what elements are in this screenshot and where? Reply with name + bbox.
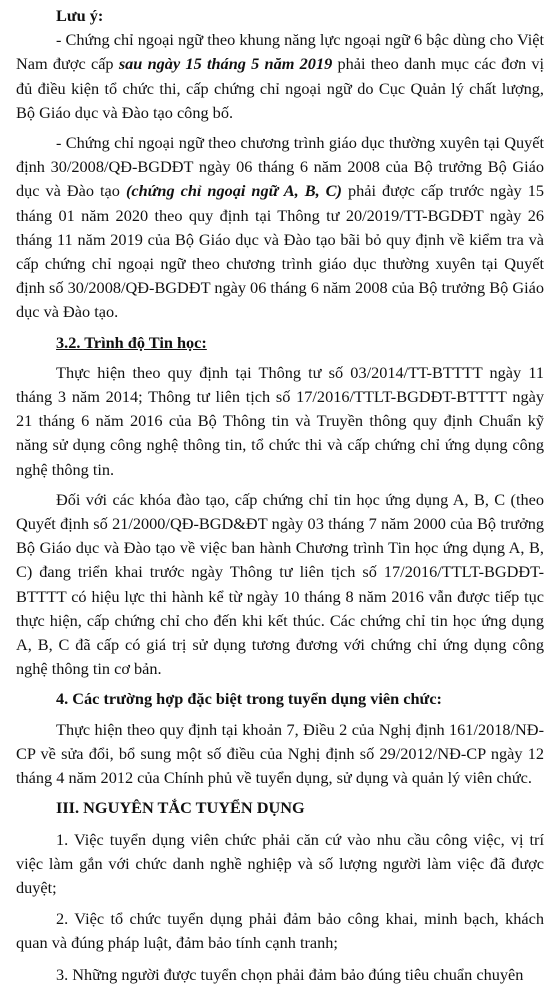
section-4-paragraph-1: Thực hiện theo quy định tại khoản 7, Điều 2 của Nghị định 161/2018/NĐ-CP về sửa đổi, bổ sung một số điều của Nghị định số 29/2012/NĐ-CP ngày 12 tháng 4 năm 2012 của Chính phủ về tuyển dụng, sử dụng và quản lý viên chức. <box>16 719 544 788</box>
note-paragraph-1-text-a: - Chứng chỉ ngoại ngữ theo khung năng lực ngoại ngữ 6 bậc dùng cho Việt Nam được cấp <box>16 30 544 74</box>
note-paragraph-1-emphasis: sau ngày 15 tháng 5 năm 2019 <box>118 54 333 74</box>
note-paragraph-2 <box>16 131 544 325</box>
note-paragraph-2-emphasis: (chứng chỉ ngoại ngữ A, B, C) <box>125 181 342 201</box>
note-paragraph-2-text-c: phải được cấp trước ngày 15 tháng 01 năm 2020 theo quy định tại Thông tư 20/2019/TT-BGDĐT ngày 26 tháng 11 năm 2019 của Bộ Giáo dục và Đào tạo bãi bỏ quy định về kiểm tra và cấp chứng chỉ ngoại ngữ theo chương trình giáo dục thường xuyên tại Quyết định số 30/2008/QĐ-BGDĐT ngày 06 tháng 6 năm 2008 của Bộ trưởng Bộ Giáo dục và Đào tạo. <box>16 181 544 322</box>
note-heading: Lưu ý: <box>56 6 104 25</box>
section-3-2-heading-text: 3.2. Trình độ Tin học: <box>56 332 207 352</box>
section-3-2-paragraph-2: Đối với các khóa đào tạo, cấp chứng chỉ tin học ứng dụng A, B, C (theo Quyết định số 21/2000/QĐ-BGD&ĐT ngày 03 tháng 7 năm 2000 của Bộ trưởng Bộ Giáo dục và Đào tạo về việc ban hành Chương trình Tin học ứng dụng A, B, C) đang triển khai trước ngày Thông tư liên tịch số 17/2016/TTLT-BGDĐT-BTTTT có hiệu lực thi hành kể từ ngày 10 tháng 8 năm 2016 vẫn được tiếp tục thực hiện, cấp chứng chỉ cho đến khi kết thúc. Các chứng chỉ tin học ứng dụng A, B, C đã cấp có giá trị sử dụng tương đương với chứng chỉ ứng dụng công nghệ thông tin cơ bản. <box>16 489 544 679</box>
principle-3: 3. Những người được tuyển chọn phải đảm bảo đúng tiêu chuẩn chuyên <box>56 964 524 984</box>
principle-1: 1. Việc tuyển dụng viên chức phải căn cứ vào nhu cầu công việc, vị trí việc làm gắn với chức danh nghề nghiệp và số lượng người làm việc đã được duyệt; <box>16 829 544 897</box>
section-3-2-heading <box>16 331 544 355</box>
section-4-heading: 4. Các trường hợp đặc biệt trong tuyển dụng viên chức: <box>56 689 442 709</box>
principle-2: 2. Việc tổ chức tuyển dụng phải đảm bảo công khai, minh bạch, khách quan và đúng pháp luật, đảm bảo tính cạnh tranh; <box>16 909 544 953</box>
section-iii-heading: III. NGUYÊN TẮC TUYỂN DỤNG <box>56 798 305 818</box>
section-3-2-paragraph-1: Thực hiện theo quy định tại Thông tư số 03/2014/TT-BTTTT ngày 11 tháng 3 năm 2014; Thông tư liên tịch số 17/2016/TTLT-BGDĐT-BTTTT ngày 21 tháng 6 năm 2016 của Bộ Thông tin và Truyền thông quy định Chuẩn kỹ năng sử dụng công nghệ thông tin, tổ chức thi và cấp chứng chỉ ứng dụng công nghệ thông tin. <box>16 362 544 479</box>
note-paragraph-1 <box>16 28 544 125</box>
note-paragraph-1-text-c: phải theo danh mục các đơn vị đủ điều kiện tổ chức thi, cấp chứng chỉ ngoại ngữ do Cục Quản lý chất lượng, Bộ Giáo dục và Đào tạo công bố. <box>16 54 545 122</box>
note-paragraph-2-text-a: - Chứng chỉ ngoại ngữ theo chương trình giáo dục thường xuyên tại Quyết định 30/2008/QĐ-BGDĐT ngày 06 tháng 6 năm 2008 của Bộ trưởng Bộ Giáo dục và Đào tạo <box>16 133 544 201</box>
